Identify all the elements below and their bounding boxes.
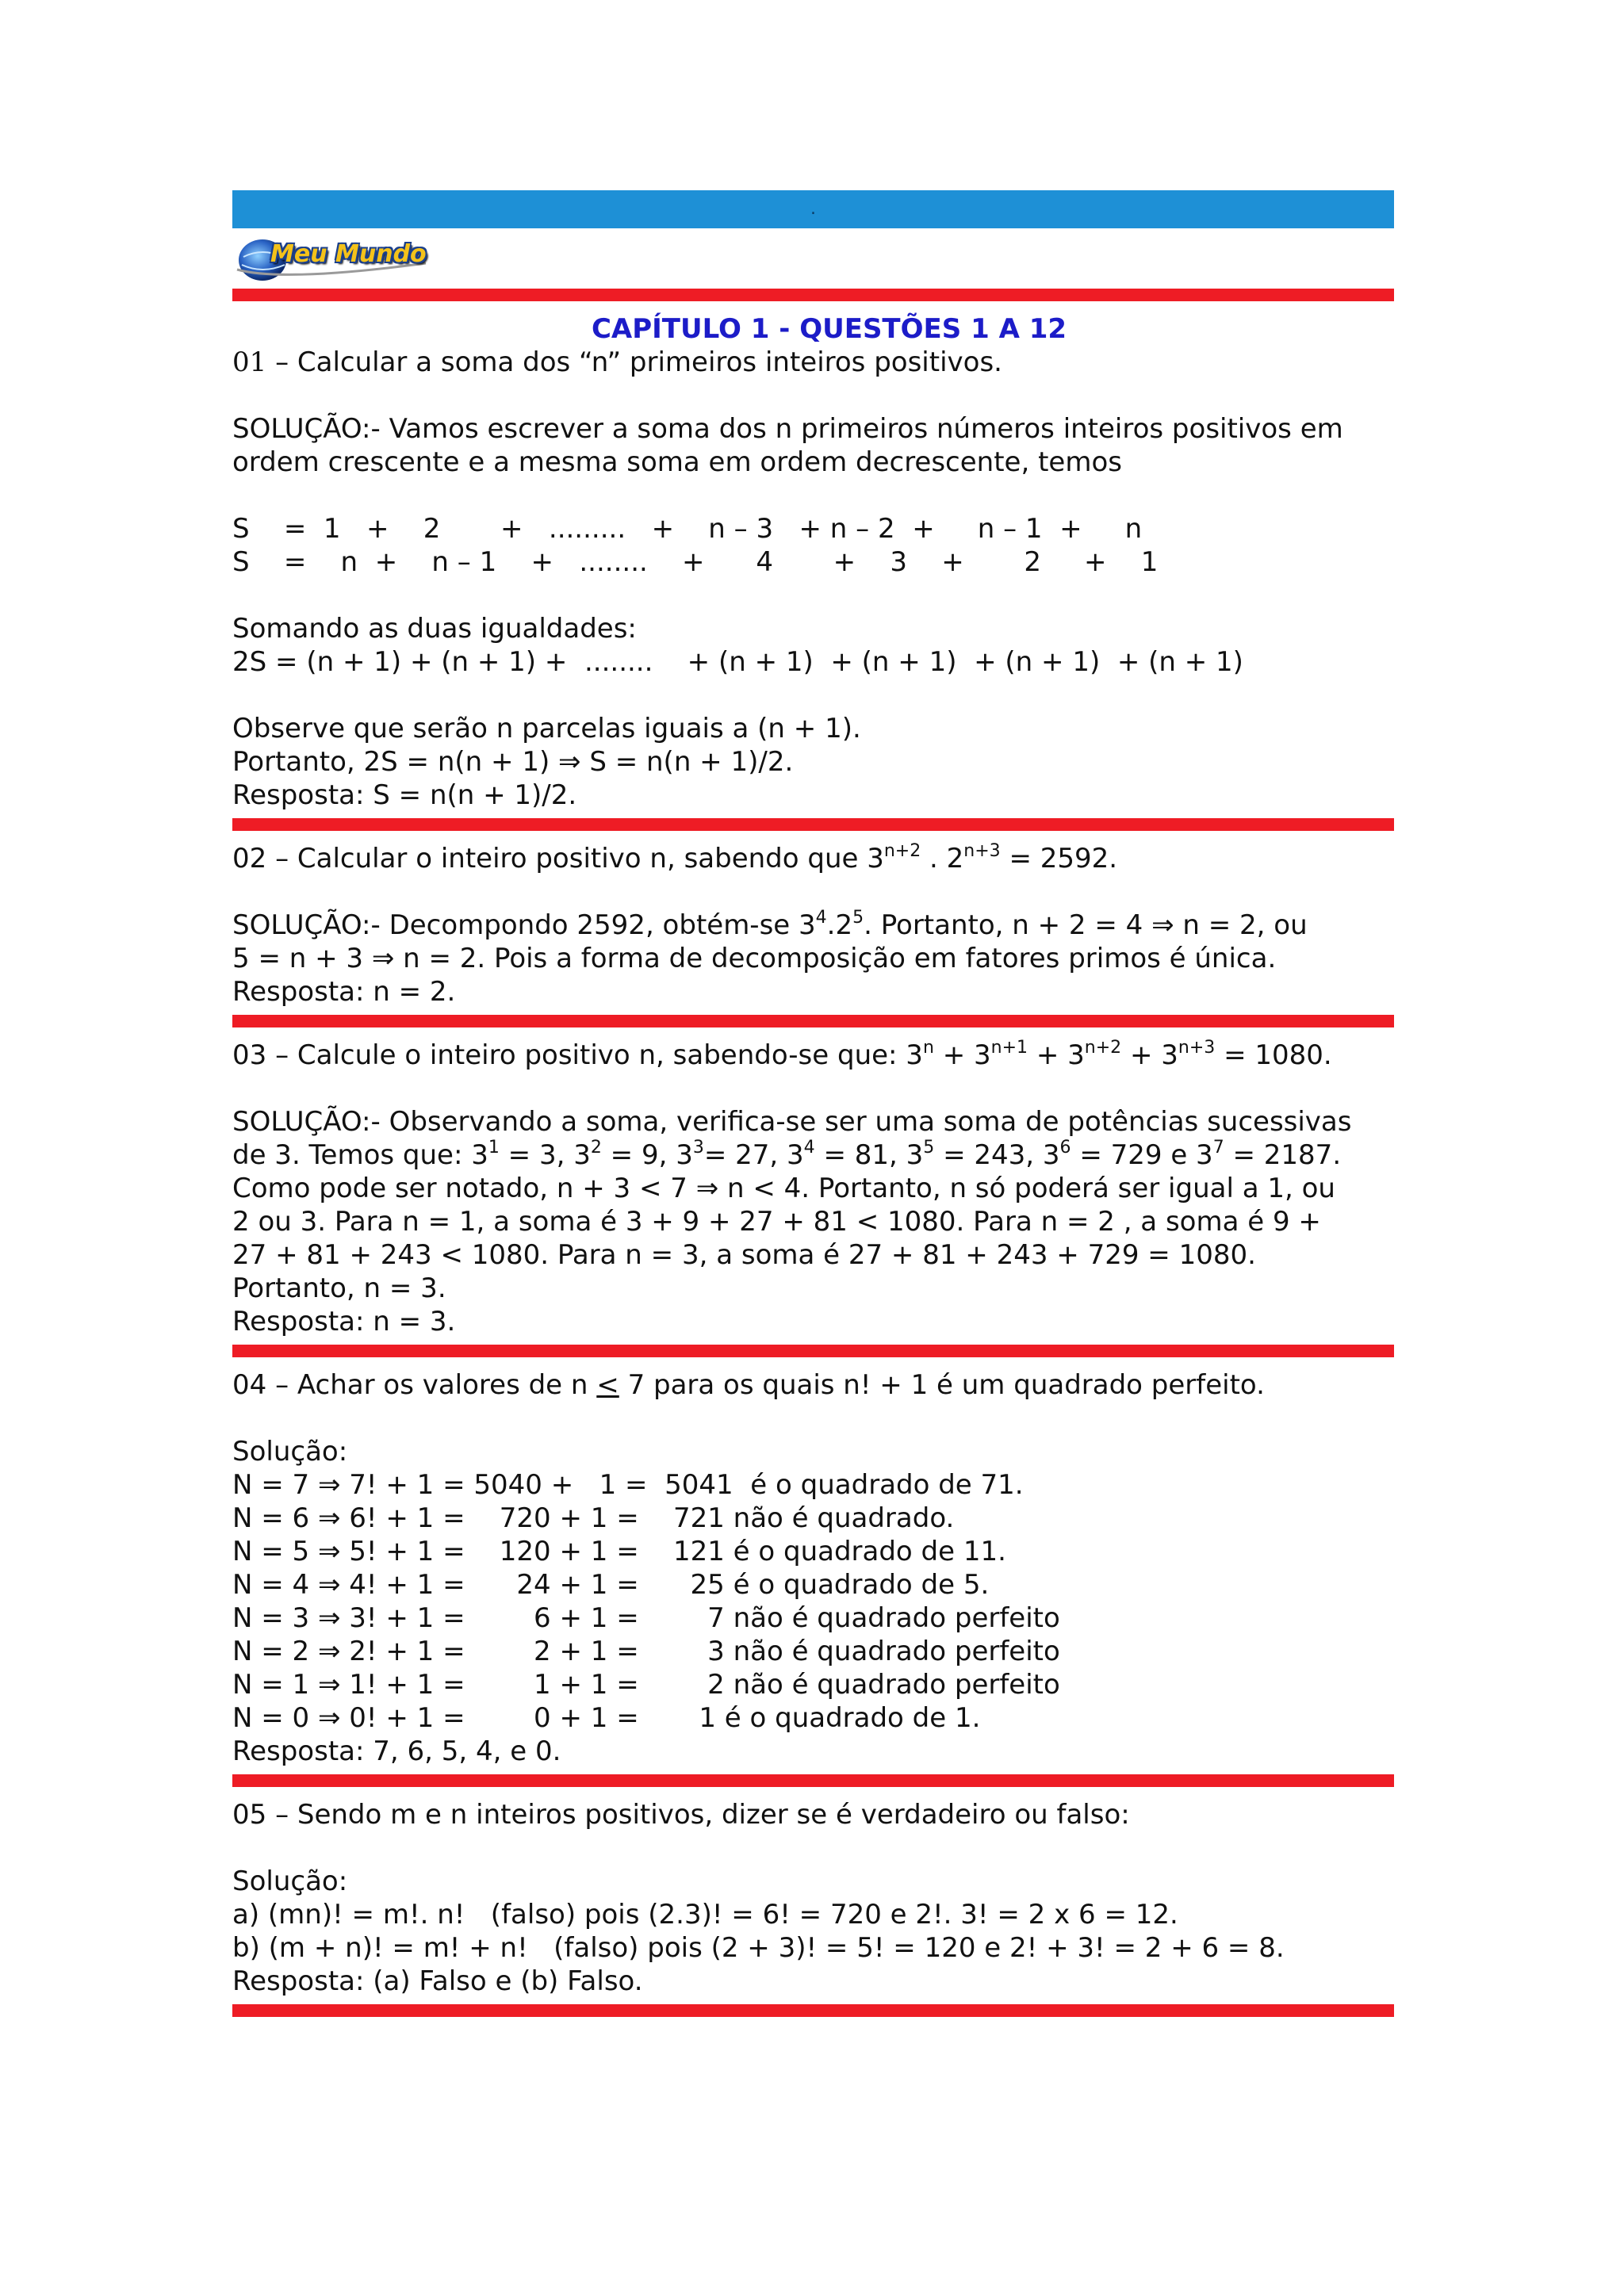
logo-row <box>232 228 1394 289</box>
question-4-statement <box>232 1368 1394 1402</box>
chapter-title: CAPÍTULO 1 - QUESTÕES 1 A 12 <box>591 313 1067 345</box>
text-part: de 3. Temos que: 3 <box>232 1139 488 1171</box>
text-part: + 3 <box>1028 1039 1085 1071</box>
text-part: . Portanto, n + 2 = 4 ⇒ n = 2, ou <box>864 909 1308 941</box>
question-3-solution-line-2 <box>232 1138 1394 1172</box>
question-5-item-a: a) (mn)! = m!. n! (falso) pois (2.3)! = 6! = 720 e 2!. 3! = 2 x 6 = 12. <box>232 1899 1178 1931</box>
exponent: 4 <box>815 908 827 928</box>
question-5-answer: Resposta: (a) Falso e (b) Falso. <box>232 1965 643 1997</box>
exponent: 1 <box>488 1138 500 1158</box>
question-3-solution-line-4: 2 ou 3. Para n = 1, a soma é 3 + 9 + 27 + 81 < 1080. Para n = 2 , a soma é 9 + <box>232 1206 1321 1238</box>
red-divider <box>232 818 1394 831</box>
text-part: = 27, 3 <box>703 1139 804 1171</box>
question-2-answer: Resposta: n = 2. <box>232 976 456 1008</box>
question-1-equation-2: S = n + n – 1 + ........ + 4 + 3 + 2 + 1 <box>232 546 1159 578</box>
red-divider <box>232 1345 1394 1357</box>
question-2-solution-line-2: 5 = n + 3 ⇒ n = 2. Pois a forma de decomposição em fatores primos é única. <box>232 943 1277 974</box>
text-part: + 3 <box>1121 1039 1178 1071</box>
question-4-row: N = 5 ⇒ 5! + 1 = 120 + 1 = 121 é o quadrado de 11. <box>232 1536 1006 1567</box>
question-1-text: – Calcular a soma dos “n” primeiros inteiros positivos. <box>266 346 1002 378</box>
header-dot: . <box>810 199 816 219</box>
text-part: = 729 e 3 <box>1071 1139 1213 1171</box>
question-1-equation-1: S = 1 + 2 + ......... + n – 3 + n – 2 + n – 1 + n <box>232 513 1143 545</box>
document-content <box>232 190 1394 2028</box>
text-part: = 3, 3 <box>499 1139 591 1171</box>
exponent: n+3 <box>1178 1038 1216 1058</box>
text-part: 03 – Calcule o inteiro positivo n, sabendo-se que: 3 <box>232 1039 923 1071</box>
spacer <box>232 679 1394 712</box>
text-part: SOLUÇÃO:- Decompondo 2592, obtém-se 3 <box>232 909 816 941</box>
question-1-sum-label: Somando as duas igualdades: <box>232 613 637 645</box>
exponent: 5 <box>852 908 864 928</box>
red-divider <box>232 1015 1394 1027</box>
text-part: 7 para os quais n! + 1 é um quadrado perfeito. <box>619 1369 1265 1401</box>
question-1-solution-line-1: SOLUÇÃO:- Vamos escrever a soma dos n primeiros números inteiros positivos em <box>232 413 1343 445</box>
question-4-answer: Resposta: 7, 6, 5, 4, e 0. <box>232 1735 561 1767</box>
text-part: = 2187. <box>1224 1139 1342 1171</box>
red-divider <box>232 2004 1394 2017</box>
question-2-statement <box>232 842 1394 875</box>
question-1-statement <box>232 346 1394 379</box>
exponent: 3 <box>692 1138 704 1158</box>
logo-text: Meu Mundo <box>270 240 427 268</box>
red-divider <box>232 1774 1394 1787</box>
text-part: + 3 <box>933 1039 991 1071</box>
question-3-answer: Resposta: n = 3. <box>232 1306 456 1337</box>
text-part: . 2 <box>921 843 964 874</box>
text-part: = 81, 3 <box>814 1139 924 1171</box>
text-part: = 9, 3 <box>601 1139 693 1171</box>
spacer <box>232 579 1394 612</box>
exponent: n+1 <box>990 1038 1028 1058</box>
spacer <box>232 1831 1394 1865</box>
spacer <box>232 1402 1394 1435</box>
text-part: .2 <box>826 909 853 941</box>
exponent: n+3 <box>963 841 1001 861</box>
exponent: 2 <box>590 1138 602 1158</box>
question-2-solution-line-1 <box>232 909 1394 942</box>
header-bar <box>232 190 1394 228</box>
question-4-solution-label: Solução: <box>232 1436 348 1468</box>
question-4-row: N = 0 ⇒ 0! + 1 = 0 + 1 = 1 é o quadrado de 1. <box>232 1702 981 1734</box>
question-1-number: 01 <box>232 346 267 378</box>
question-4-row: N = 4 ⇒ 4! + 1 = 24 + 1 = 25 é o quadrado de 5. <box>232 1569 990 1601</box>
text-part: = 1080. <box>1215 1039 1332 1071</box>
question-4-row: N = 2 ⇒ 2! + 1 = 2 + 1 = 3 não é quadrado perfeito <box>232 1636 1060 1667</box>
spacer <box>232 479 1394 512</box>
text-part: = 2592. <box>1000 843 1118 874</box>
exponent: 6 <box>1059 1138 1071 1158</box>
exponent: 4 <box>803 1138 815 1158</box>
question-5-solution-label: Solução: <box>232 1866 348 1897</box>
exponent: 7 <box>1212 1138 1224 1158</box>
question-1-observe: Observe que serão n parcelas iguais a (n + 1). <box>232 713 861 744</box>
question-1-portanto: Portanto, 2S = n(n + 1) ⇒ S = n(n + 1)/2. <box>232 746 794 778</box>
question-4-row: N = 6 ⇒ 6! + 1 = 720 + 1 = 721 não é quadrado. <box>232 1502 955 1534</box>
question-3-solution-line-6: Portanto, n = 3. <box>232 1272 446 1304</box>
text-part: 04 – Achar os valores de n <box>232 1369 597 1401</box>
exponent: 5 <box>923 1138 935 1158</box>
question-3-solution-line-3: Como pode ser notado, n + 3 < 7 ⇒ n < 4. Portanto, n só poderá ser igual a 1, ou <box>232 1173 1335 1204</box>
exponent: n+2 <box>883 841 921 861</box>
question-5-statement: 05 – Sendo m e n inteiros positivos, dizer se é verdadeiro ou falso: <box>232 1799 1130 1831</box>
text-part: 02 – Calcular o inteiro positivo n, sabendo que 3 <box>232 843 884 874</box>
question-1-sum-equation: 2S = (n + 1) + (n + 1) + ........ + (n + 1) + (n + 1) + (n + 1) + (n + 1) <box>232 646 1243 678</box>
question-5-item-b: b) (m + n)! = m! + n! (falso) pois (2 + 3)! = 5! = 120 e 2! + 3! = 2 + 6 = 8. <box>232 1932 1285 1964</box>
question-4-row: N = 1 ⇒ 1! + 1 = 1 + 1 = 2 não é quadrado perfeito <box>232 1669 1060 1701</box>
red-divider <box>232 289 1394 301</box>
spacer <box>232 875 1394 909</box>
question-3-solution-line-5: 27 + 81 + 243 < 1080. Para n = 3, a soma é 27 + 81 + 243 + 729 = 1080. <box>232 1239 1256 1271</box>
exponent: n+2 <box>1084 1038 1122 1058</box>
text-part: = 243, 3 <box>934 1139 1060 1171</box>
less-equal-symbol: < <box>596 1369 619 1401</box>
question-4-row: N = 7 ⇒ 7! + 1 = 5040 + 1 = 5041 é o quadrado de 71. <box>232 1469 1024 1501</box>
question-1-solution-line-2: ordem crescente e a mesma soma em ordem decrescente, temos <box>232 446 1122 478</box>
question-3-solution-line-1: SOLUÇÃO:- Observando a soma, verifica-se ser uma soma de potências sucessivas <box>232 1106 1352 1138</box>
spacer <box>232 379 1394 412</box>
question-4-row: N = 3 ⇒ 3! + 1 = 6 + 1 = 7 não é quadrado perfeito <box>232 1602 1060 1634</box>
spacer <box>232 1072 1394 1105</box>
question-1-answer: Resposta: S = n(n + 1)/2. <box>232 779 577 811</box>
exponent: n <box>922 1038 934 1058</box>
question-3-statement <box>232 1039 1394 1072</box>
